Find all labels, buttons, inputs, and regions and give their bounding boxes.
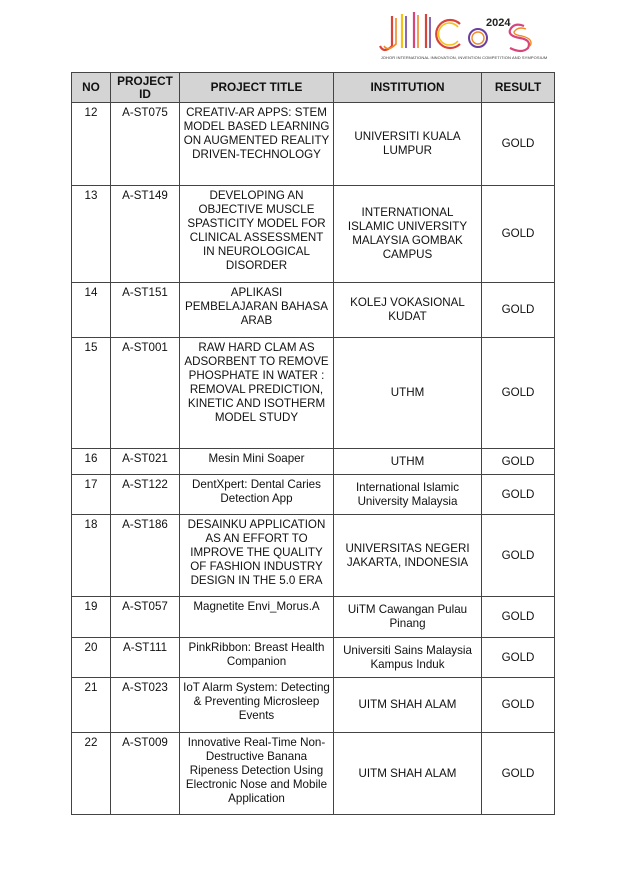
cell-result: GOLD (482, 638, 555, 678)
cell-project-id: A-ST149 (111, 186, 180, 283)
cell-no: 20 (72, 638, 111, 678)
cell-institution: UiTM Cawangan Pulau Pinang (334, 597, 482, 638)
table-header-row (72, 73, 555, 103)
cell-no: 12 (72, 103, 111, 186)
cell-project-title: PinkRibbon: Breast Health Companion (180, 638, 334, 678)
cell-result: GOLD (482, 338, 555, 449)
cell-result: GOLD (482, 597, 555, 638)
cell-institution: Universiti Sains Malaysia Kampus Induk (334, 638, 482, 678)
cell-no: 14 (72, 283, 111, 338)
header-result: RESULT (482, 73, 555, 103)
cell-project-id: A-ST057 (111, 597, 180, 638)
cell-result: GOLD (482, 515, 555, 597)
cell-no: 16 (72, 449, 111, 475)
cell-no: 21 (72, 678, 111, 733)
cell-no: 17 (72, 475, 111, 515)
cell-project-title: Magnetite Envi_Morus.A (180, 597, 334, 638)
logo-tagline: JOHOR INTERNATIONAL INNOVATION, INVENTION COMPETITION AND SYMPOSIUM (380, 55, 548, 60)
header-project-id: PROJECT ID (111, 73, 180, 103)
cell-project-id: A-ST001 (111, 338, 180, 449)
cell-no: 19 (72, 597, 111, 638)
cell-result: GOLD (482, 449, 555, 475)
cell-project-id: A-ST151 (111, 283, 180, 338)
header-institution: INSTITUTION (334, 73, 482, 103)
cell-result: GOLD (482, 678, 555, 733)
table-row (72, 515, 555, 597)
cell-no: 22 (72, 733, 111, 815)
cell-institution: UNIVERSITI KUALA LUMPUR (334, 103, 482, 186)
cell-project-id: A-ST021 (111, 449, 180, 475)
cell-institution: UITM SHAH ALAM (334, 678, 482, 733)
cell-project-title: APLIKASI PEMBELAJARAN BAHASA ARAB (180, 283, 334, 338)
cell-institution: UITM SHAH ALAM (334, 733, 482, 815)
cell-project-id: A-ST075 (111, 103, 180, 186)
table-row (72, 638, 555, 678)
cell-institution: International Islamic University Malaysia (334, 475, 482, 515)
cell-project-title: DEVELOPING AN OBJECTIVE MUSCLE SPASTICITY MODEL FOR CLINICAL ASSESSMENT IN NEUROLOGICAL DISORDER (180, 186, 334, 283)
cell-no: 13 (72, 186, 111, 283)
header-project-title: PROJECT TITLE (180, 73, 334, 103)
cell-project-id: A-ST009 (111, 733, 180, 815)
cell-result: GOLD (482, 733, 555, 815)
table-row (72, 338, 555, 449)
cell-institution: INTERNATIONAL ISLAMIC UNIVERSITY MALAYSIA GOMBAK CAMPUS (334, 186, 482, 283)
cell-project-title: IoT Alarm System: Detecting & Preventing Microsleep Events (180, 678, 334, 733)
results-table (71, 72, 555, 815)
cell-result: GOLD (482, 103, 555, 186)
table-row (72, 597, 555, 638)
cell-project-title: Mesin Mini Soaper (180, 449, 334, 475)
cell-project-id: A-ST186 (111, 515, 180, 597)
cell-project-title: DentXpert: Dental Caries Detection App (180, 475, 334, 515)
table-row (72, 733, 555, 815)
cell-project-title: Innovative Real-Time Non-Destructive Banana Ripeness Detection Using Electronic Nose and Mobile Application (180, 733, 334, 815)
table-row (72, 475, 555, 515)
cell-institution: UNIVERSITAS NEGERI JAKARTA, INDONESIA (334, 515, 482, 597)
table-row (72, 449, 555, 475)
logo-year: 2024 (486, 17, 511, 29)
jiiicas-logo-mark (374, 6, 554, 56)
cell-result: GOLD (482, 186, 555, 283)
cell-project-id: A-ST023 (111, 678, 180, 733)
cell-project-id: A-ST122 (111, 475, 180, 515)
table-row (72, 283, 555, 338)
table-row (72, 103, 555, 186)
table-row (72, 186, 555, 283)
cell-no: 15 (72, 338, 111, 449)
header-no: NO (72, 73, 111, 103)
cell-result: GOLD (482, 475, 555, 515)
cell-result: GOLD (482, 283, 555, 338)
cell-project-id: A-ST111 (111, 638, 180, 678)
cell-institution: UTHM (334, 449, 482, 475)
cell-project-title: CREATIV-AR APPS: STEM MODEL BASED LEARNING ON AUGMENTED REALITY DRIVEN-TECHNOLOGY (180, 103, 334, 186)
jiiicas-logo (374, 6, 554, 66)
table-row (72, 678, 555, 733)
cell-project-title: RAW HARD CLAM AS ADSORBENT TO REMOVE PHOSPHATE IN WATER : REMOVAL PREDICTION, KINETIC AND ISOTHERM MODEL STUDY (180, 338, 334, 449)
cell-institution: KOLEJ VOKASIONAL KUDAT (334, 283, 482, 338)
cell-no: 18 (72, 515, 111, 597)
cell-institution: UTHM (334, 338, 482, 449)
cell-project-title: DESAINKU APPLICATION AS AN EFFORT TO IMPROVE THE QUALITY OF FASHION INDUSTRY DESIGN IN THE 5.0 ERA (180, 515, 334, 597)
